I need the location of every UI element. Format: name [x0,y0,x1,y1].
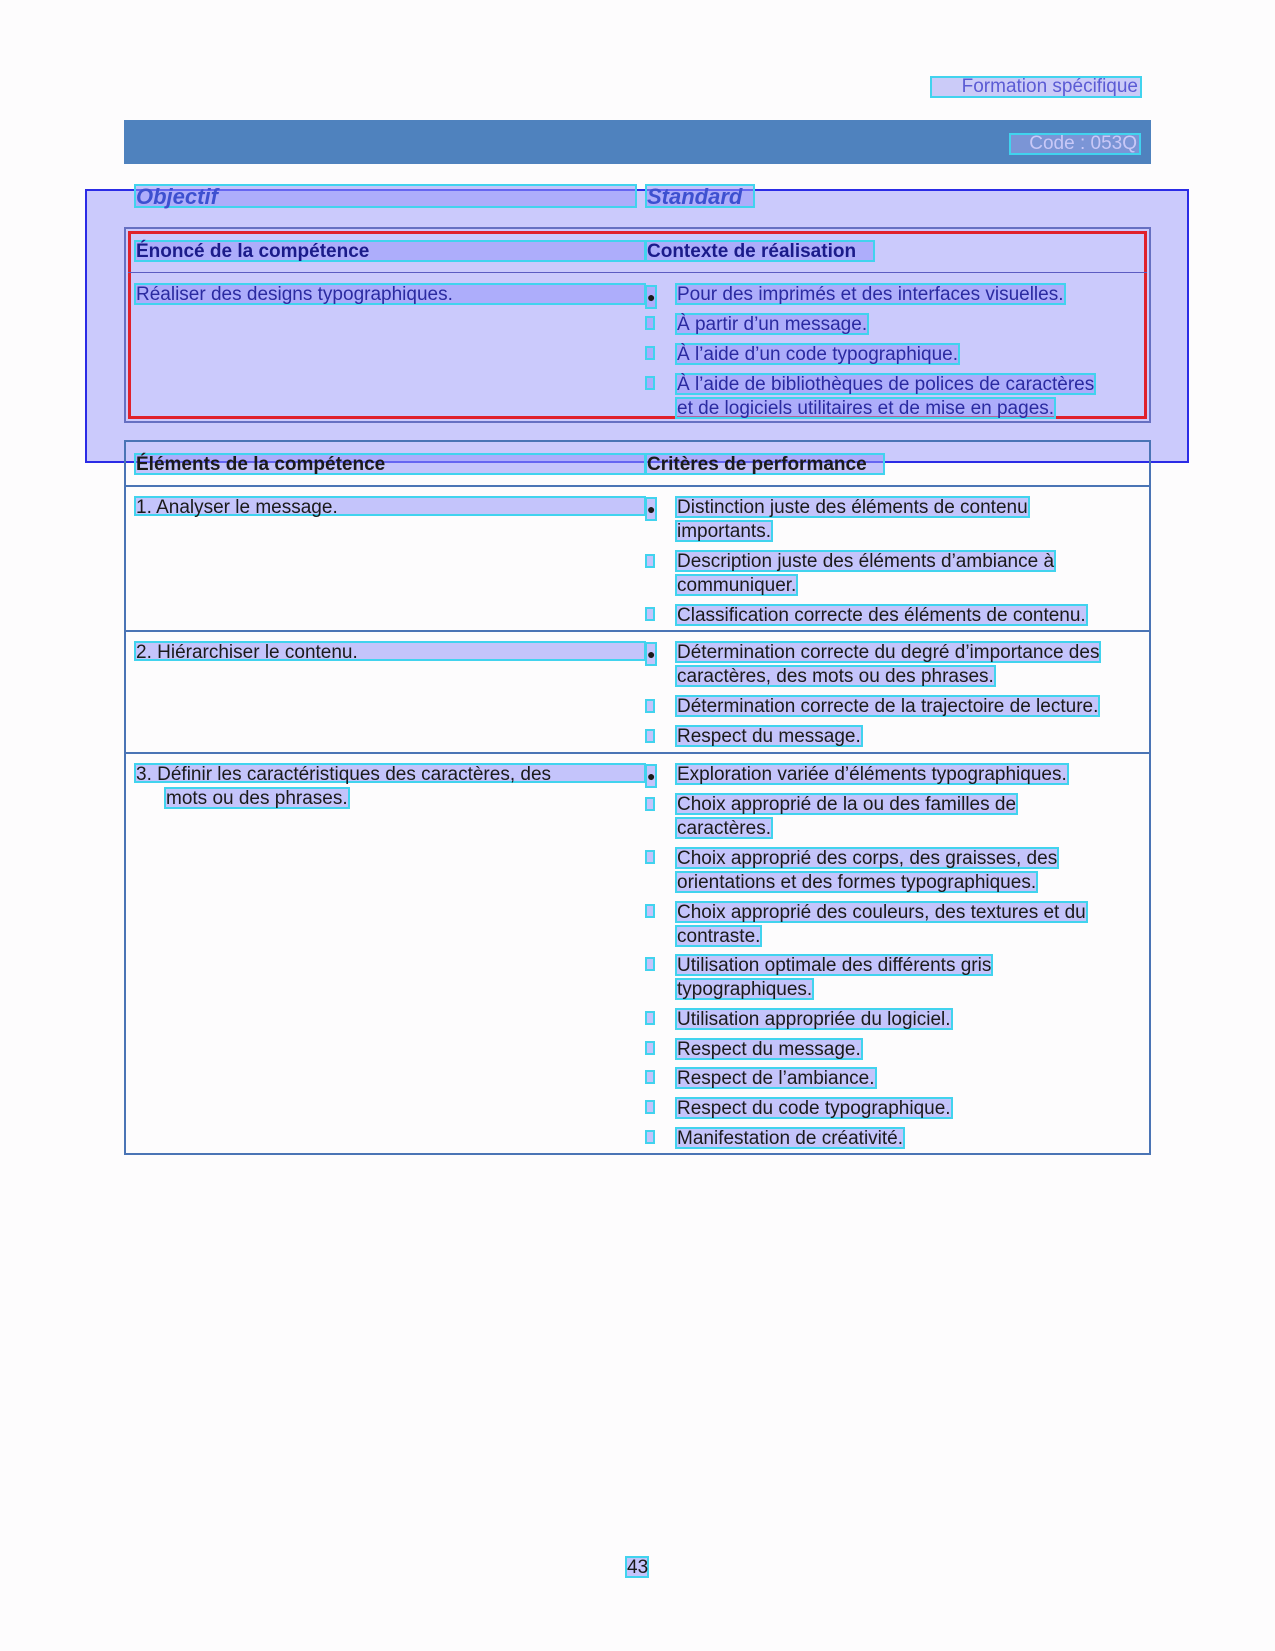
criterion: Respect de l’ambiance. [677,1068,875,1089]
criterion: caractères, des mots ou des phrases. [677,666,994,687]
table-divider [128,272,1147,273]
bullet-icon [645,607,655,621]
table-divider [124,752,1151,754]
criterion: Choix approprié des couleurs, des textures et du [677,902,1086,923]
criterion: Détermination correcte de la trajectoire de lecture. [677,696,1099,717]
criterion: Respect du code typographique. [677,1098,951,1119]
criterion: typographiques. [677,979,813,1000]
bullet-icon: ● [645,497,657,521]
criterion: Choix approprié de la ou des familles de [677,794,1017,815]
bullet-icon [645,1011,655,1025]
bullet-icon [645,1130,655,1144]
criterion: Respect du message. [677,1039,861,1060]
bullet-icon [645,850,655,864]
table-divider [124,485,1151,487]
competency-statement: Réaliser des designs typographiques. [134,283,646,305]
criterion: Utilisation optimale des différents gris [677,955,992,976]
page-number: 43 [627,1557,649,1578]
bullet-icon [645,1100,655,1114]
bullet-icon [645,957,655,971]
bullet-icon [645,346,655,360]
context-item: À l’aide de bibliothèques de polices de caractères [677,374,1095,395]
criterion: Utilisation appropriée du logiciel. [677,1009,951,1030]
competency-code: Code : 053Q [1009,133,1141,155]
table-divider [124,630,1151,632]
bullet-icon [645,904,655,918]
context-item: Pour des imprimés et des interfaces visuelles. [677,284,1064,305]
document-header-title: Formation spécifique [930,76,1142,98]
criteria-header: Critères de performance [645,453,885,475]
bullet-icon [645,376,655,390]
criterion: communiquer. [677,575,797,596]
criterion: Classification correcte des éléments de contenu. [677,605,1086,626]
standard-label: Standard [645,184,755,208]
context-header: Contexte de réalisation [645,240,875,262]
criterion: caractères. [677,818,771,839]
bullet-icon [645,1041,655,1055]
criterion: orientations et des formes typographiques. [677,872,1037,893]
context-item: À l’aide d’un code typographique. [677,344,958,365]
criterion: Respect du message. [677,726,861,747]
criterion: Distinction juste des éléments de contenu [677,497,1028,518]
competency-element: 1. Analyser le message. [134,496,646,516]
bullet-icon: ● [645,764,657,788]
code-banner [124,120,1151,164]
bullet-icon [645,797,655,811]
criterion: Détermination correcte du degré d’importance des [677,642,1100,663]
bullet-icon [645,699,655,713]
context-item: À partir d’un message. [677,314,868,335]
bullet-icon [645,729,655,743]
bullet-icon: ● [645,642,657,666]
bullet-icon [645,316,655,330]
context-item: et de logiciels utilitaires et de mise en pages. [677,398,1055,419]
statement-header: Énoncé de la compétence [134,240,646,262]
competency-element: 3. Définir les caractéristiques des caractères, des [134,763,646,783]
objective-label: Objectif [134,184,637,208]
elements-header: Éléments de la compétence [134,453,646,475]
competency-element: 2. Hiérarchiser le contenu. [134,641,646,661]
criterion: Choix approprié des corps, des graisses, des [677,848,1058,869]
criterion: contraste. [677,926,761,947]
criterion: importants. [677,521,771,542]
bullet-icon [645,1070,655,1084]
competency-element: mots ou des phrases. [166,788,348,809]
bullet-icon [645,554,655,568]
bullet-icon: ● [645,285,657,309]
criterion: Manifestation de créativité. [677,1128,904,1149]
criterion: Description juste des éléments d’ambiance à [677,551,1055,572]
criterion: Exploration variée d’éléments typographiques. [677,764,1067,785]
